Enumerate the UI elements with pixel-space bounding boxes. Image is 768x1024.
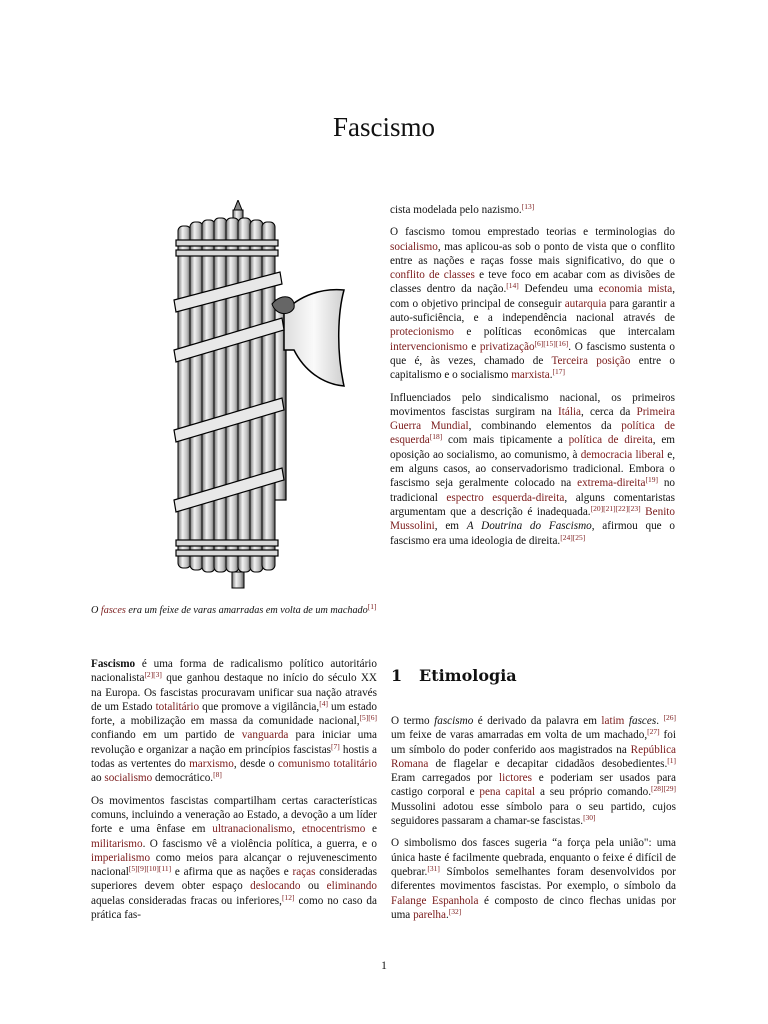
link-parelha[interactable]: parelha: [413, 908, 446, 921]
link-fasces[interactable]: fasces: [100, 605, 126, 616]
link-lictores[interactable]: lictores: [499, 772, 532, 785]
link-italia[interactable]: Itália: [558, 405, 582, 418]
right-column-etimologia: [391, 714, 676, 930]
link-espectro-esquerda-direita[interactable]: espectro esquerda-direita: [446, 491, 565, 504]
figure-caption: O fasces era um feixe de varas amarradas em volta de um machado[1]: [91, 602, 377, 616]
link-socialismo[interactable]: socialismo: [390, 240, 438, 253]
link-falange-espanhola[interactable]: Falange Espanhola: [391, 894, 479, 907]
link-intervencionismo[interactable]: intervencionismo: [390, 340, 468, 353]
article-title: Fascismo: [332, 112, 435, 142]
link-etnocentrismo[interactable]: etnocentrismo: [301, 823, 366, 836]
link-republica-romana[interactable]: República Romana: [391, 743, 676, 770]
link-economia-mista[interactable]: economia mista: [598, 283, 673, 296]
paragraph: Influenciados pelo sindicalismo nacional, os primeiros movimentos fascistas surgiram na Itália, cerca da Primeira Guerra Mundial, combinando elementos da política de esquerda[18] com mais tipicamente a política de direita, em oposição ao socialismo, ao comunismo, à democracia liberal e, em alguns casos, ao conservadorismo tradicional. Embora o fascismo seja geralmente colocado na extrema-direita[19] no tradicional espectro esquerda-direita, alguns comentaristas argumentam que a descrição é inadequada.[20][21][22][23] Benito Mussolini, em A Doutrina do Fascismo, afirmou que o fascismo era uma ideologia de direita.[24][25]: [390, 391, 676, 547]
ref-1[interactable]: [1]: [367, 602, 377, 611]
finial-top: [234, 200, 242, 210]
paragraph: cista modelada pelo nazismo.[13]: [390, 202, 535, 216]
link-primeira-guerra-mundial[interactable]: Primeira Guerra Mundial: [390, 405, 675, 433]
link-politica-de-esquerda[interactable]: política de esquerda: [390, 420, 675, 447]
link-vanguarda[interactable]: vanguarda: [241, 729, 289, 742]
paragraph: Fascismo é uma forma de radicalismo político autoritário nacionalista[2][3] que ganhou destaque no início do século XX na Europa. Os fascistas procuravam unificar sua nação através de um Estado totalitário que promove a vigilância,[4] um estado forte, a mobilização em massa da comunidade nacional,[5][6] confiando em um partido de vanguarda para iniciar uma revolução e organizar a nação em princípios fascistas[7] hostis a todas as vertentes do marxismo, desde o comunismo totalitário ao socialismo democrático.[8]: [91, 658, 377, 785]
link-militarismo[interactable]: militarismo: [91, 837, 143, 850]
fasces-illustration: [172, 200, 358, 592]
left-column-intro: [91, 657, 377, 930]
paragraph: O termo fascismo é derivado da palavra em latim fasces. [26] um feixe de varas amarradas em volta de um machado,[27] foi um símbolo do poder conferido aos magistrados na República Romana de flagelar e decapitar cidadãos desobedientes.[1] Eram carregados por lictores e poderiam ser usados para castigo corporal e pena capital a seu próprio comando.[28][29] Mussolini adotou esse símbolo para o seu partido, cujos seguidores passaram a chamar-se fascistas.[30]: [391, 713, 676, 828]
link-conflito-de-classes[interactable]: conflito de classes: [390, 269, 475, 282]
link-pena-capital[interactable]: pena capital: [479, 786, 536, 799]
link-marxismo[interactable]: marxismo: [189, 758, 234, 771]
page-number: 1: [381, 960, 387, 972]
link-imperialismo[interactable]: imperialismo: [91, 851, 151, 864]
link-marxista[interactable]: marxista: [511, 369, 550, 382]
right-column-top: [390, 203, 675, 556]
finial-bottom: [232, 572, 244, 588]
link-extrema-direita[interactable]: extrema-direita: [577, 477, 646, 490]
link-totalitario[interactable]: totalitário: [155, 700, 200, 713]
link-democracia-liberal[interactable]: democracia liberal: [580, 448, 665, 461]
link-benito-mussolini[interactable]: Benito Mussolini: [390, 505, 676, 533]
link-politica-de-direita[interactable]: política de direita: [568, 434, 653, 447]
paragraph: O fascismo tomou emprestado teorias e terminologias do socialismo, mas aplicou-as sob o ponto de vista que o conflito entre as nações e raças fosse mais significativo, do que o conflito de classes e teve foco em acabar com as divisões de classes dentro da nação.[14] Defendeu uma economia mista, com o objetivo principal de conseguir autarquia para garantir a auto-suficiência, e a independência nacional através de protecionismo e políticas econômicas que intercalam intervencionismo e privatização[6][15][16]. O fascismo sustenta o que é, às vezes, chamado de Terceira posição entre o capitalismo e o socialismo marxista.[17]: [390, 226, 676, 382]
link-latim[interactable]: latim: [601, 715, 625, 727]
link-eliminando[interactable]: eliminando: [326, 880, 377, 893]
link-socialismo-2[interactable]: socialismo: [104, 772, 153, 785]
link-deslocando[interactable]: deslocando: [250, 880, 301, 893]
link-protecionismo[interactable]: protecionismo: [390, 326, 455, 339]
section-heading: 1 Etimologia: [391, 666, 517, 685]
link-autarquia[interactable]: autarquia: [564, 297, 607, 310]
link-privatizacao[interactable]: privatização: [479, 340, 535, 353]
rods: [178, 218, 275, 572]
link-fasces-2[interactable]: fasces: [628, 715, 657, 727]
link-comunismo-totalitario[interactable]: comunismo totalitário: [277, 758, 377, 771]
paragraph: Os movimentos fascistas compartilham certas características comuns, incluindo a veneração ao Estado, a devoção a um líder forte e uma ênfase em ultranacionalismo, etnocentrismo e militarismo. O fascismo vê a violência política, a guerra, e o imperialismo como meios para alcançar o rejuvenescimento nacional[5][9][10][11] e afirma que as nações e raças consideradas superiores devem obter espaço deslocando ou eliminando aquelas consideradas fracas ou inferiores,[12] como no caso da prática fas-: [91, 794, 378, 922]
link-racas[interactable]: raças: [292, 866, 316, 879]
link-terceira-posicao[interactable]: Terceira posição: [551, 354, 631, 367]
link-ultranacionalismo[interactable]: ultranacionalismo: [212, 823, 293, 836]
paragraph: O simbolismo dos fasces sugeria “a força pela união": uma única haste é facilmente quebrada, enquanto o feixe é difícil de quebrar.[31] Símbolos semelhantes foram desenvolvidos por diferentes movimentos fascistas. Por exemplo, o símbolo da Falange Espanhola é composto de cinco flechas unidas por uma parelha.[32]: [391, 837, 676, 921]
